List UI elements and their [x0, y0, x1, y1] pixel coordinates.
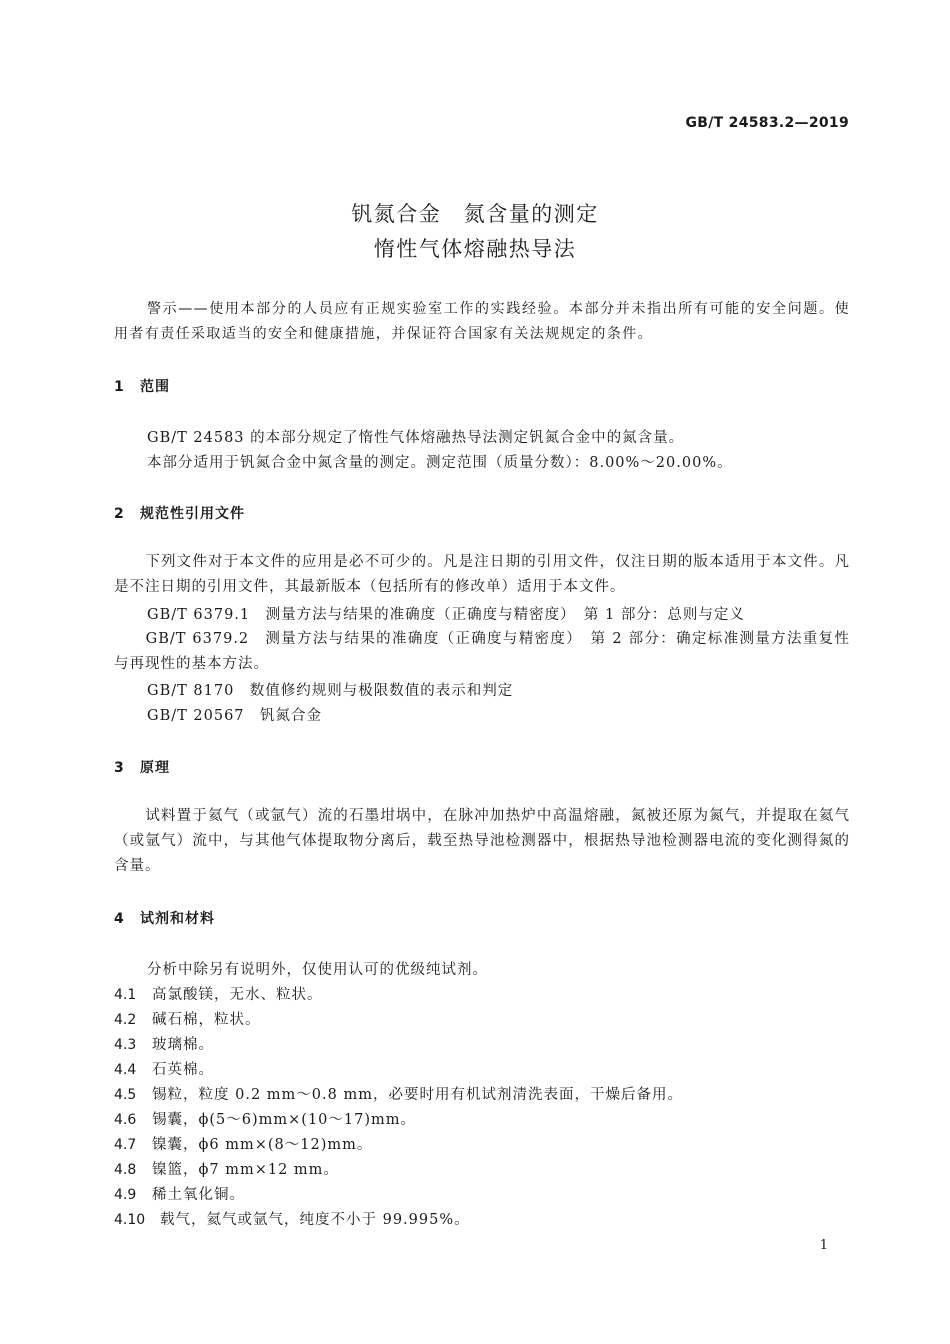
standard-number: GB/T 24583.2—2019 — [685, 115, 849, 131]
reagent-item — [114, 1183, 245, 1204]
item-number: 4.6 — [114, 1112, 137, 1128]
reagent-item — [114, 1108, 416, 1129]
reference-gbt-6379-1: GB/T 6379.1 测量方法与结果的准确度（正确度与精密度） 第 1 部分：总则与定义 — [147, 607, 745, 623]
item-number: 4.9 — [114, 1187, 137, 1203]
section-title: 原理 — [140, 760, 170, 776]
document-title-line2: 惰性气体熔融热导法 — [373, 237, 577, 261]
reagent-item — [114, 1033, 214, 1054]
document-title-line1: 钒氮合金 氮含量的测定 — [351, 202, 599, 226]
item-number: 4.10 — [114, 1212, 146, 1228]
reference-gbt-20567: GB/T 20567 钒氮合金 — [147, 708, 323, 724]
section-title: 范围 — [140, 379, 170, 395]
item-text: 稀土氧化铜。 — [152, 1187, 245, 1203]
scope-paragraph-1: GB/T 24583 的本部分规定了惰性气体熔融热导法测定钒氮合金中的氮含量。 — [147, 430, 685, 446]
item-number: 4.4 — [114, 1062, 137, 1078]
reagent-item — [114, 1208, 470, 1229]
reference-gbt-8170: GB/T 8170 数值修约规则与极限数值的表示和判定 — [147, 683, 514, 699]
scope-paragraph-2: 本部分适用于钒氮合金中氮含量的测定。测定范围（质量分数）：8.00%～20.00%。 — [147, 455, 733, 471]
item-text: 石英棉。 — [152, 1062, 214, 1078]
item-number: 4.3 — [114, 1037, 137, 1053]
item-text: 载气，氦气或氩气，纯度不小于 99.995%。 — [160, 1212, 470, 1228]
item-number: 4.8 — [114, 1162, 137, 1178]
reagent-item — [114, 1058, 214, 1079]
item-text: 玻璃棉。 — [152, 1037, 214, 1053]
item-text: 锡囊，ϕ(5～6)mm×(10～17)mm。 — [152, 1112, 417, 1128]
warning-paragraph: 警示——使用本部分的人员应有正规实验室工作的实践经验。本部分并未指出所有可能的安全问题。使用者有责任采取适当的安全和健康措施，并保证符合国家有关法规规定的条件。 — [114, 301, 850, 342]
section-number: 3 — [114, 760, 125, 776]
page-number: 1 — [819, 1238, 828, 1253]
section-title: 试剂和材料 — [140, 911, 215, 927]
reagent-item — [114, 983, 323, 1004]
normative-references-intro: 下列文件对于本文件的应用是必不可少的。凡是注日期的引用文件，仅注日期的版本适用于本文件。凡是不注日期的引用文件，其最新版本（包括所有的修改单）适用于本文件。 — [114, 554, 850, 595]
item-text: 锡粒，粒度 0.2 mm～0.8 mm，必要时用有机试剂清洗表面，干燥后备用。 — [152, 1087, 683, 1103]
item-number: 4.5 — [114, 1087, 137, 1103]
section-2-heading — [114, 503, 245, 523]
item-text: 碱石棉，粒状。 — [152, 1012, 261, 1028]
section-1-heading — [114, 376, 170, 396]
section-title: 规范性引用文件 — [140, 506, 245, 522]
item-text: 镍篮，ϕ7 mm×12 mm。 — [152, 1162, 339, 1178]
reference-gbt-6379-2: GB/T 6379.2 测量方法与结果的准确度（正确度与精密度） 第 2 部分：确定标准测量方法重复性与再现性的基本方法。 — [114, 631, 850, 672]
reagent-item — [114, 1008, 261, 1029]
section-number: 1 — [114, 379, 125, 395]
item-number: 4.1 — [114, 987, 137, 1003]
reagent-item — [114, 1083, 683, 1104]
item-number: 4.7 — [114, 1137, 137, 1153]
section-number: 4 — [114, 911, 125, 927]
reagent-item — [114, 1158, 339, 1179]
item-text: 高氯酸镁，无水、粒状。 — [152, 987, 323, 1003]
section-3-heading — [114, 757, 170, 777]
principle-paragraph: 试料置于氦气（或氩气）流的石墨坩埚中，在脉冲加热炉中高温熔融，氮被还原为氮气，并提取在氦气（或氩气）流中，与其他气体提取物分离后，载至热导池检测器中，根据热导池检测器电流的变化测得氮的含量。 — [114, 808, 850, 874]
item-text: 镍囊，ϕ6 mm×(8～12)mm。 — [152, 1137, 373, 1153]
section-4-heading — [114, 908, 215, 928]
section-number: 2 — [114, 506, 125, 522]
item-number: 4.2 — [114, 1012, 137, 1028]
reagents-intro: 分析中除另有说明外，仅使用认可的优级纯试剂。 — [147, 962, 488, 978]
reagent-item — [114, 1133, 372, 1154]
